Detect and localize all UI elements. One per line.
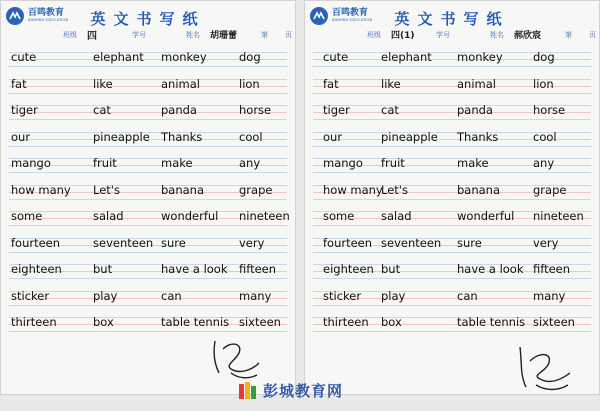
writing-row bbox=[1, 286, 295, 313]
handwritten-word: like bbox=[381, 76, 401, 91]
name-label: 姓名 bbox=[186, 31, 200, 39]
page-label-suffix: 页 bbox=[285, 31, 292, 39]
blue-guide-line bbox=[313, 93, 591, 94]
blue-guide-line bbox=[313, 331, 591, 332]
blue-guide-line bbox=[9, 199, 287, 200]
handwritten-word: cool bbox=[239, 129, 263, 144]
class-label: 班级 bbox=[367, 31, 381, 39]
handwritten-word: Let's bbox=[381, 182, 408, 197]
handwritten-word: cool bbox=[533, 129, 557, 144]
handwritten-word: box bbox=[381, 315, 402, 329]
handwritten-word: cat bbox=[381, 103, 399, 117]
blue-guide-line bbox=[9, 252, 287, 253]
handwritten-word: grape bbox=[533, 182, 567, 197]
handwritten-word: thirteen bbox=[323, 315, 369, 329]
handwritten-word: horse bbox=[533, 103, 566, 117]
writing-row bbox=[305, 47, 599, 74]
blue-guide-line bbox=[9, 119, 287, 120]
writing-row bbox=[305, 206, 599, 233]
class-value: 四 bbox=[87, 31, 97, 42]
blue-guide-line bbox=[313, 305, 591, 306]
handwritten-word: make bbox=[161, 156, 193, 170]
handwritten-word: wonderful bbox=[161, 209, 219, 223]
writing-row bbox=[1, 74, 295, 101]
handwritten-word: can bbox=[161, 288, 182, 303]
writing-row bbox=[305, 312, 599, 339]
blue-guide-line bbox=[313, 66, 591, 67]
writing-row bbox=[1, 233, 295, 260]
handwritten-word: grape bbox=[239, 182, 273, 197]
word-grid-left bbox=[1, 47, 295, 339]
handwritten-word: eighteen bbox=[323, 262, 374, 276]
class-label: 班级 bbox=[63, 31, 77, 39]
writing-row bbox=[1, 127, 295, 154]
handwritten-word: tiger bbox=[11, 103, 38, 117]
handwritten-word: Thanks bbox=[457, 129, 499, 144]
brand-subtitle: BAIMING EDUCATION bbox=[332, 18, 373, 23]
writing-row bbox=[1, 206, 295, 233]
handwritten-word: lion bbox=[239, 76, 260, 91]
blue-guide-line bbox=[313, 278, 591, 279]
handwritten-word: dog bbox=[533, 50, 555, 64]
handwritten-word: cute bbox=[323, 50, 349, 64]
handwritten-word: many bbox=[533, 288, 566, 303]
handwritten-word: elephant bbox=[93, 50, 144, 64]
blue-guide-line bbox=[9, 146, 287, 147]
blue-guide-line bbox=[313, 172, 591, 173]
blue-guide-line bbox=[9, 225, 287, 226]
sheet-title: 英文书写纸 bbox=[90, 10, 206, 28]
handwritten-word: very bbox=[533, 235, 559, 250]
word-grid-right bbox=[305, 47, 599, 339]
blue-guide-line bbox=[9, 305, 287, 306]
handwritten-word: seventeen bbox=[93, 235, 154, 250]
brand-name: 百鸣教育 bbox=[332, 8, 369, 19]
handwritten-word: play bbox=[93, 288, 118, 303]
brand-subtitle: BAIMING EDUCATION bbox=[28, 18, 69, 23]
writing-row bbox=[305, 286, 599, 313]
site-name: 彭城教育网 bbox=[263, 382, 344, 400]
blue-guide-line bbox=[313, 225, 591, 226]
handwritten-word: have a look bbox=[161, 262, 228, 276]
handwritten-word: banana bbox=[161, 182, 205, 197]
handwritten-word: fourteen bbox=[11, 235, 61, 250]
sheet-info-line bbox=[63, 30, 295, 42]
handwritten-word: mango bbox=[323, 156, 363, 170]
handwritten-word: play bbox=[381, 288, 406, 303]
handwritten-word: very bbox=[239, 235, 265, 250]
blue-guide-line bbox=[9, 331, 287, 332]
handwritten-word: horse bbox=[239, 103, 272, 117]
handwritten-word: sure bbox=[161, 235, 186, 250]
name-value: 郝欣宸 bbox=[514, 31, 542, 41]
handwritten-word: monkey bbox=[457, 50, 503, 64]
handwritten-word: table tennis bbox=[161, 315, 230, 329]
handwritten-word: cat bbox=[93, 103, 111, 117]
site-logo-icon bbox=[238, 381, 258, 401]
handwritten-word: like bbox=[93, 76, 113, 91]
handwritten-word: cute bbox=[11, 50, 37, 64]
handwritten-word: thirteen bbox=[11, 315, 57, 329]
handwritten-word: monkey bbox=[161, 50, 207, 64]
blue-guide-line bbox=[9, 172, 287, 173]
handwritten-word: table tennis bbox=[457, 315, 526, 329]
handwritten-word: wonderful bbox=[457, 209, 515, 223]
handwritten-word: sixteen bbox=[239, 315, 281, 329]
handwritten-word: pineapple bbox=[93, 129, 150, 144]
handwritten-word: fourteen bbox=[323, 235, 373, 250]
handwritten-word: nineteen bbox=[533, 209, 584, 223]
site-watermark bbox=[238, 380, 343, 401]
page-label-prefix: 第 bbox=[565, 31, 572, 39]
handwritten-word: elephant bbox=[381, 50, 432, 64]
handwritten-word: salad bbox=[381, 209, 412, 223]
handwritten-word: fifteen bbox=[533, 262, 571, 276]
sheet-title: 英文书写纸 bbox=[394, 10, 510, 28]
sheet-info-line bbox=[367, 30, 599, 42]
blue-guide-line bbox=[9, 93, 287, 94]
blue-guide-line bbox=[313, 252, 591, 253]
page-label-suffix: 页 bbox=[589, 31, 596, 39]
handwritten-word: fruit bbox=[93, 156, 117, 170]
handwritten-word: dog bbox=[239, 50, 261, 64]
handwritten-word: but bbox=[93, 262, 113, 276]
name-label: 姓名 bbox=[490, 31, 504, 39]
handwritten-word: can bbox=[457, 288, 478, 303]
handwritten-word: how many bbox=[323, 182, 383, 197]
writing-sheet-right bbox=[304, 0, 600, 395]
blue-guide-line bbox=[313, 146, 591, 147]
writing-row bbox=[305, 233, 599, 260]
writing-row bbox=[1, 100, 295, 127]
brand-name: 百鸣教育 bbox=[28, 8, 65, 19]
handwritten-word: any bbox=[239, 156, 261, 170]
handwritten-word: fat bbox=[11, 76, 27, 91]
handwritten-word: fruit bbox=[381, 156, 405, 170]
handwritten-word: sticker bbox=[323, 288, 362, 303]
writing-row bbox=[1, 153, 295, 180]
writing-sheet-left bbox=[0, 0, 296, 395]
handwritten-word: animal bbox=[161, 76, 200, 91]
writing-row bbox=[305, 100, 599, 127]
handwritten-word: eighteen bbox=[11, 262, 62, 276]
handwritten-word: box bbox=[93, 315, 114, 329]
handwritten-word: our bbox=[323, 129, 343, 144]
handwritten-word: some bbox=[11, 209, 43, 223]
blue-guide-line bbox=[313, 119, 591, 120]
handwritten-word: have a look bbox=[457, 262, 524, 276]
handwritten-word: sticker bbox=[11, 288, 50, 303]
handwritten-word: Let's bbox=[93, 182, 120, 197]
writing-row bbox=[1, 47, 295, 74]
handwritten-word: mango bbox=[11, 156, 51, 170]
page-label-prefix: 第 bbox=[261, 31, 268, 39]
writing-row bbox=[305, 153, 599, 180]
writing-row bbox=[305, 127, 599, 154]
handwritten-word: many bbox=[239, 288, 272, 303]
blue-guide-line bbox=[313, 199, 591, 200]
handwritten-word: panda bbox=[161, 103, 197, 117]
name-value: 胡珊蕾 bbox=[210, 31, 238, 41]
writing-row bbox=[305, 74, 599, 101]
class-value: 四(1) bbox=[391, 31, 415, 41]
handwritten-word: our bbox=[11, 129, 31, 144]
handwritten-word: animal bbox=[457, 76, 496, 91]
writing-row bbox=[1, 259, 295, 286]
handwritten-word: sure bbox=[457, 235, 482, 250]
handwritten-word: make bbox=[457, 156, 489, 170]
writing-row bbox=[305, 259, 599, 286]
handwritten-word: some bbox=[323, 209, 355, 223]
handwritten-word: nineteen bbox=[239, 209, 290, 223]
handwritten-word: how many bbox=[11, 182, 71, 197]
handwritten-word: but bbox=[381, 262, 401, 276]
handwritten-word: banana bbox=[457, 182, 501, 197]
student-number-label: 学号 bbox=[132, 31, 146, 39]
handwritten-word: sixteen bbox=[533, 315, 575, 329]
handwritten-word: any bbox=[533, 156, 555, 170]
handwritten-word: Thanks bbox=[161, 129, 203, 144]
teacher-signature-mark bbox=[510, 341, 580, 396]
writing-row bbox=[305, 180, 599, 207]
handwritten-word: fat bbox=[323, 76, 339, 91]
handwritten-word: lion bbox=[533, 76, 554, 91]
student-number-label: 学号 bbox=[436, 31, 450, 39]
writing-row bbox=[1, 180, 295, 207]
handwritten-word: panda bbox=[457, 103, 493, 117]
handwritten-word: salad bbox=[93, 209, 124, 223]
handwritten-word: seventeen bbox=[381, 235, 442, 250]
handwritten-word: pineapple bbox=[381, 129, 438, 144]
handwritten-word: fifteen bbox=[239, 262, 277, 276]
handwritten-word: tiger bbox=[323, 103, 350, 117]
blue-guide-line bbox=[9, 66, 287, 67]
blue-guide-line bbox=[9, 278, 287, 279]
